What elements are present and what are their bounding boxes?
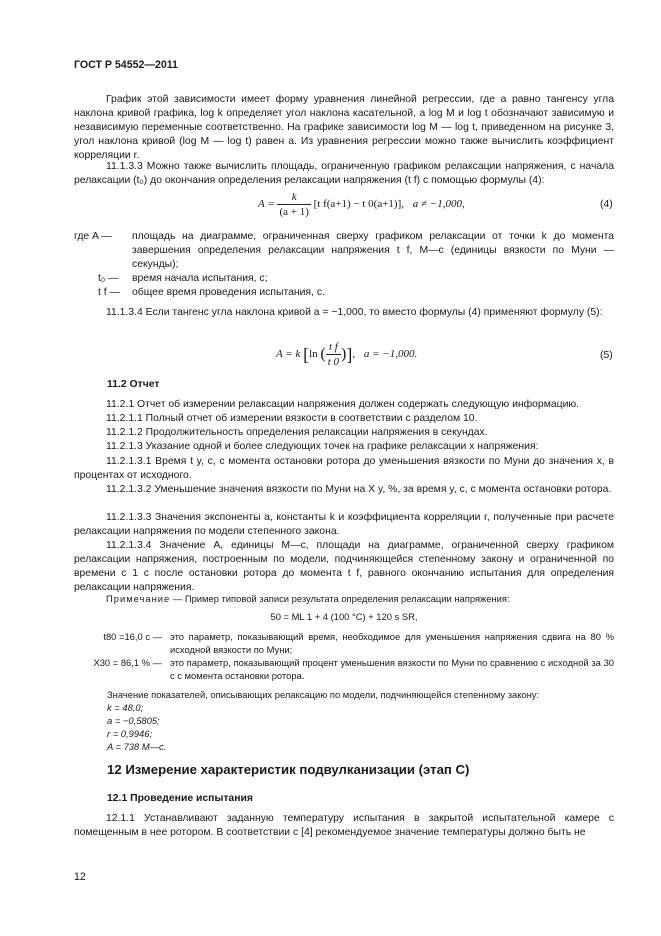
note-value-k: k = 48,0; <box>107 702 144 713</box>
paragraph-11-2-1-3: 11.2.1.3 Указание одной и более следующих точек на графике релаксации x напряжения: <box>106 441 539 452</box>
formula-4-lhs: A = <box>258 198 275 211</box>
page-header: ГОСТ Р 54552—2011 <box>74 59 178 71</box>
paragraph-11-2-1-3-1: 11.2.1.3.1 Время t y, с, с момента остановки ротора до уменьшения вязкости по Муни до значения x, в процентах от исходного. <box>74 456 614 481</box>
page-number: 12 <box>74 871 86 883</box>
formula-5-denominator: t 0 <box>327 356 340 368</box>
def-symbol-A: где A — <box>74 231 112 242</box>
paragraph-11-2-1-1: 11.2.1.1 Полный отчет об измерении вязкости в соответствии с разделом 10. <box>106 413 478 424</box>
note-value-a: a = −0,5805; <box>107 715 160 726</box>
paragraph-11-2-1-3-2: 11.2.1.3.2 Уменьшение значения вязкости по Муни на X y, %, за время y, с, с момента остановки ротора. <box>106 484 612 495</box>
note-value-A: A = 738 М—с. <box>107 741 167 752</box>
section-11-2-heading: 11.2 Отчет <box>107 379 160 390</box>
formula-4-brackets: [t f(a+1) − t 0(a+1)], <box>313 198 405 211</box>
paragraph-11-2-1-2: 11.2.1.2 Продолжительность определения релаксации напряжения в секундах. <box>106 427 488 438</box>
section-12-heading: 12 Измерение характеристик подвулканизации (этап С) <box>107 762 470 777</box>
formula-5-number: (5) <box>600 350 613 361</box>
note-def-text-t80: это параметр, показывающий время, необходимое для уменьшения напряжения сдвига на 80 % исходной вязкости по Муни; <box>170 631 614 655</box>
paragraph-regression: График этой зависимости имеет форму уравнения линейной регрессии, где a равно тангенсу угла наклона кривой графика, log k определяет угол наклона касательной, а log M и log t обозначают зависимую и независимую переменные соответственно. На графике зависимости log M — log t, приведенном на рисунке 3, угол наклона кривой (log M — log t) равен a. Из уравнения регрессии можно также вычислить коэффициент корреляции r. <box>74 94 614 161</box>
formula-4-condition: a ≠ −1,000, <box>412 198 465 211</box>
note-def-text-x30: это параметр, показывающий процент уменьшения вязкости по Муни по сравнению с исходной за 30 с с момента остановки ротора. <box>170 657 614 681</box>
note-intro <box>74 592 614 605</box>
note-def-symbol-t80: t80 =16,0 с — <box>103 631 162 642</box>
note-value-r: r = 0,9946; <box>107 728 153 739</box>
note-formula: 50 = ML 1 + 4 (100 °C) + 120 s SR, <box>270 611 418 622</box>
def-symbol-t0: t₀ — <box>98 273 119 284</box>
def-text-t0: время начала испытания, с; <box>132 273 268 284</box>
formula-5-ln: ln <box>309 348 318 361</box>
formula-4-denominator: (a + 1) <box>279 206 309 218</box>
paragraph-11-2-1-3-3: 11.2.1.3.3 Значения экспоненты a, константы k и коэффициента корреляции r, полученные при расчете релаксации напряжения по модели степенного закона. <box>74 512 614 537</box>
formula-4-number: (4) <box>600 199 613 210</box>
formula-5-condition: a = −1,000. <box>363 348 418 361</box>
paragraph-12-1-1: 12.1.1 Устанавливают заданную температуру испытания в закрытой испытательной камере с помещенным в нее ротором. В соответствии с [4] рекомендуемое значение температуры должно быть не <box>74 813 614 838</box>
note-values-intro: Значение показателей, описывающих релаксацию по модели, подчиняющейся степенному закону: <box>107 689 540 700</box>
def-text-tf: общее время проведения испытания, с. <box>132 287 325 298</box>
note-def-symbol-x30: X30 = 86,1 % — <box>93 657 162 668</box>
note-label: Примечание <box>106 593 171 604</box>
def-text-A: площадь на диаграмме, ограниченная сверху графиком релаксации от точки k до момента завершения определения релаксации напряжения t f, М—с (единицы вязкости по Муни — секунды); <box>132 231 614 270</box>
paragraph-11-1-3-3: 11.1.3.3 Можно также вычислить площадь, ограниченную графиком релаксации напряжения, с начала релаксации (t₀) до окончания определения релаксации напряжения (t f) с помощью формулы (4): <box>74 161 614 186</box>
paragraph-11-2-1: 11.2.1 Отчет об измерении релаксации напряжения должен содержать следующую информацию. <box>106 399 580 410</box>
formula-4 <box>258 190 465 219</box>
paragraph-11-2-1-3-4: 11.2.1.3.4 Значение A, единицы М—с, площади на диаграмме, ограниченной сверху графиком релаксации напряжения, построенным по модели, подчиняющейся степенному закону и ограниченной по времени с 1 с после остановки ротора до момента t f, равного окончанию испытания для определения релаксации напряжения. <box>74 540 614 593</box>
formula-5-numerator: t f <box>326 340 341 355</box>
formula-5-lhs: A = k <box>276 348 301 361</box>
section-12-1-heading: 12.1 Проведение испытания <box>107 793 253 804</box>
paragraph-11-1-3-4: 11.1.3.4 Если тангенс угла наклона кривой a = −1,000, то вместо формулы (4) применяют формулу (5): <box>106 307 603 318</box>
def-symbol-tf: t f — <box>98 287 120 298</box>
note-text: — Пример типовой записи результата определения релаксации напряжения: <box>170 593 510 604</box>
formula-5: A = k [ln ( $\frac{\text{t f}}{t 0}$ )], a = −1,000. <box>276 341 418 368</box>
formula-4-numerator: k <box>277 190 310 205</box>
